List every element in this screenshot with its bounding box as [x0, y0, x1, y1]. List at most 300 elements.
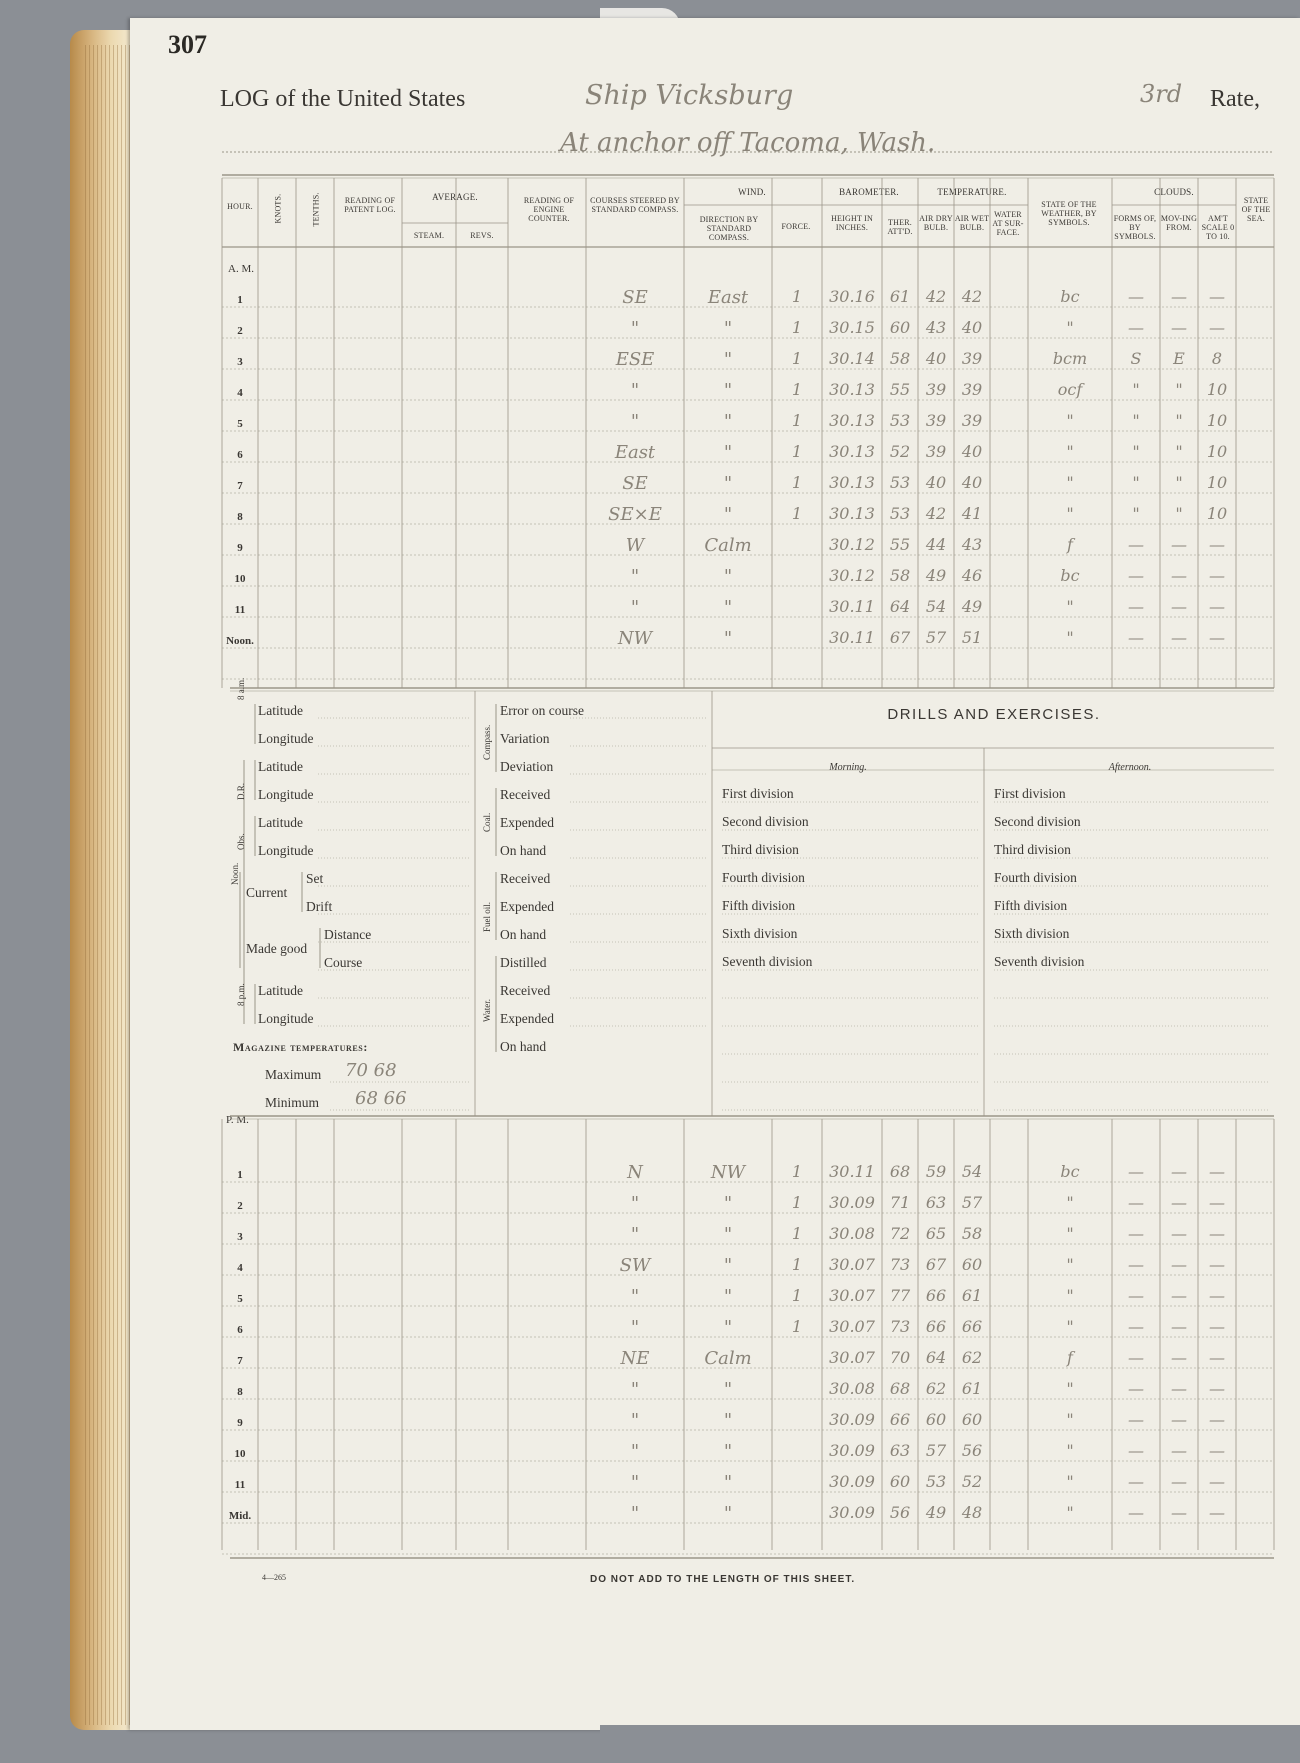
pm-weather-cell: "	[1066, 1379, 1074, 1398]
pm-course-cell: N	[627, 1162, 643, 1183]
afternoon-division-3: Third division	[994, 842, 1071, 857]
made-good-label: Made good	[246, 941, 308, 956]
pm-hour-cell: 1	[237, 1169, 243, 1181]
am-height-cell: 30.12	[829, 566, 875, 585]
pm-wind-cell: "	[723, 1286, 733, 1307]
am-wet-cell: 42	[961, 287, 983, 306]
am-amount-cell: 10	[1206, 380, 1228, 399]
am-ther-cell: 64	[889, 597, 911, 616]
am-hour-cell: 2	[237, 325, 243, 337]
am-dry-cell: 44	[925, 535, 947, 554]
morning-division-1: First division	[722, 786, 794, 801]
magazine-title: Magazine temperatures:	[233, 1040, 368, 1054]
dr-label: D.R.	[236, 782, 246, 800]
pm-amount-cell: —	[1209, 1441, 1225, 1460]
noon-label: Noon.	[230, 862, 240, 885]
pm-ther-cell: 68	[889, 1162, 911, 1181]
header-revs: REVS.	[470, 231, 494, 240]
pm-force-cell: 1	[791, 1193, 803, 1212]
pm-weather-cell: "	[1066, 1255, 1074, 1274]
am-dry-cell: 39	[925, 380, 947, 399]
am-wind-cell: "	[723, 380, 733, 401]
pm-wind-cell: "	[723, 1379, 733, 1400]
am-height-cell: 30.13	[829, 411, 875, 430]
am-ther-cell: 55	[889, 380, 911, 399]
pm-ther-cell: 60	[889, 1472, 911, 1491]
am-label: A. M.	[228, 263, 254, 275]
am-course-cell: "	[630, 318, 640, 339]
am-moving-cell: —	[1171, 318, 1187, 337]
vessel-name: Ship Vicksburg	[585, 80, 794, 111]
pm-moving-cell: —	[1171, 1317, 1187, 1336]
pm-course-cell: "	[630, 1317, 640, 1338]
am-ther-cell: 55	[889, 535, 911, 554]
pm-ther-cell: 68	[889, 1379, 911, 1398]
afternoon-division-1: First division	[994, 786, 1066, 801]
pm-hour-cell: 4	[237, 1262, 243, 1274]
pm-dry-cell: 67	[925, 1255, 947, 1274]
morning-division-2: Second division	[722, 814, 809, 829]
pm-wet-cell: 48	[961, 1503, 983, 1522]
am-moving-cell: —	[1171, 628, 1187, 647]
drills-morning-label: Morning.	[829, 762, 867, 773]
pm-course-cell: "	[630, 1410, 640, 1431]
am-wet-cell: 39	[961, 380, 983, 399]
header-amount: AM'T SCALE 0 TO 10.	[1201, 214, 1235, 241]
am-ther-cell: 67	[889, 628, 911, 647]
am-longitude-label: Longitude	[258, 731, 314, 746]
obs-longitude-label: Longitude	[258, 843, 314, 858]
am-dry-cell: 42	[925, 504, 947, 523]
am-course-cell: SE	[622, 473, 648, 494]
pm-hour-cell: 10	[234, 1448, 246, 1460]
dr-latitude-label: Latitude	[258, 759, 303, 774]
water-distilled-label: Distilled	[500, 955, 547, 970]
am-wind-cell: "	[723, 411, 733, 432]
am-weather-cell: "	[1066, 411, 1074, 430]
pm-hour-cell: 5	[237, 1293, 243, 1305]
am-dry-cell: 39	[925, 411, 947, 430]
pm-wind-cell: "	[723, 1193, 733, 1214]
am-wet-cell: 46	[961, 566, 983, 585]
header-hour: HOUR.	[227, 202, 253, 211]
pm-forms-cell: —	[1128, 1162, 1144, 1181]
pm-hour-cell: 8	[237, 1386, 243, 1398]
pm-course-cell: "	[630, 1193, 640, 1214]
pm-wind-cell: "	[723, 1410, 733, 1431]
am-course-cell: NW	[617, 628, 653, 649]
am-forms-cell: —	[1128, 628, 1144, 647]
pm-amount-cell: —	[1209, 1162, 1225, 1181]
pm-wet-cell: 52	[961, 1472, 983, 1491]
am-weather-cell: ocf	[1057, 380, 1083, 399]
am-amount-cell: —	[1209, 535, 1225, 554]
pm-dry-cell: 65	[925, 1224, 947, 1243]
am-dry-cell: 42	[925, 287, 947, 306]
am-moving-cell: —	[1171, 566, 1187, 585]
am-forms-cell: "	[1132, 411, 1140, 430]
am-ther-cell: 60	[889, 318, 911, 337]
pm-dry-cell: 60	[925, 1410, 947, 1429]
am-moving-cell: —	[1171, 597, 1187, 616]
am-forms-cell: "	[1132, 442, 1140, 461]
morning-division-5: Fifth division	[722, 898, 796, 913]
am-side-label: 8 a.m.	[236, 677, 246, 700]
pm-wet-cell: 66	[961, 1317, 983, 1336]
am-weather-cell: bc	[1060, 566, 1080, 585]
pm-wind-cell: "	[723, 1441, 733, 1462]
pm-ther-cell: 73	[889, 1317, 911, 1336]
header-force: FORCE.	[781, 222, 811, 231]
am-dry-cell: 40	[925, 349, 947, 368]
am-hour-cell: Noon.	[226, 635, 254, 647]
pm-weather-cell: "	[1066, 1472, 1074, 1491]
am-height-cell: 30.14	[829, 349, 875, 368]
pm-amount-cell: —	[1209, 1379, 1225, 1398]
header-clouds: CLOUDS.	[1154, 187, 1194, 197]
header-knots: KNOTS.	[273, 193, 283, 224]
am-dry-cell: 43	[925, 318, 947, 337]
am-amount-cell: 8	[1211, 349, 1223, 368]
am-force-cell: 1	[791, 442, 803, 461]
am-weather-cell: bcm	[1052, 349, 1088, 368]
am-wet-cell: 49	[961, 597, 983, 616]
magazine-min-value: 68 66	[355, 1088, 407, 1109]
pm-dry-cell: 59	[925, 1162, 947, 1181]
pm-course-cell: "	[630, 1379, 640, 1400]
pm-amount-cell: —	[1209, 1472, 1225, 1491]
fuel-expended-label: Expended	[500, 899, 554, 914]
pm-dry-cell: 64	[925, 1348, 947, 1367]
pm-weather-cell: "	[1066, 1317, 1074, 1336]
pm-dry-cell: 62	[925, 1379, 947, 1398]
pm-moving-cell: —	[1171, 1379, 1187, 1398]
am-forms-cell: "	[1132, 504, 1140, 523]
pm-course-cell: "	[630, 1441, 640, 1462]
pm-height-cell: 30.09	[829, 1503, 875, 1522]
water-label: Water.	[482, 998, 492, 1022]
pm-height-cell: 30.07	[829, 1255, 875, 1274]
error-on-course-label: Error on course	[500, 703, 584, 718]
am-forms-cell: "	[1132, 473, 1140, 492]
fuel-on-hand-label: On hand	[500, 927, 547, 942]
am-weather-cell: bc	[1060, 287, 1080, 306]
current-label: Current	[246, 885, 288, 900]
am-ther-cell: 53	[889, 473, 911, 492]
pm-wet-cell: 56	[961, 1441, 983, 1460]
header-weather: STATE OF THE WEATHER, BY SYMBOLS.	[1041, 200, 1097, 227]
header-courses: COURSES STEERED BY STANDARD COMPASS.	[590, 196, 680, 214]
pm-forms-cell: —	[1128, 1193, 1144, 1212]
am-hour-cell: 8	[237, 511, 243, 523]
pm-course-cell: "	[630, 1224, 640, 1245]
pm-course-cell: NE	[620, 1348, 650, 1369]
pm-amount-cell: —	[1209, 1286, 1225, 1305]
am-latitude-label: Latitude	[258, 703, 303, 718]
pm-dry-cell: 57	[925, 1441, 947, 1460]
pm-hour-cell: 2	[237, 1200, 243, 1212]
am-force-cell: 1	[791, 504, 803, 523]
pm-wet-cell: 60	[961, 1255, 983, 1274]
am-wind-cell: "	[723, 597, 733, 618]
am-hour-cell: 6	[237, 449, 243, 461]
log-title-prefix: LOG of the United States	[220, 86, 466, 112]
header-wind: WIND.	[738, 187, 766, 197]
header-tenths: TENTHS.	[311, 192, 321, 227]
pm-weather-cell: f	[1067, 1348, 1073, 1367]
pm-forms-cell: —	[1128, 1472, 1144, 1491]
am-hour-cell: 10	[234, 573, 246, 585]
am-amount-cell: —	[1209, 597, 1225, 616]
header-barometer: BAROMETER.	[839, 187, 899, 197]
deviation-label: Deviation	[500, 759, 554, 774]
am-wet-cell: 51	[961, 628, 983, 647]
pm-wet-cell: 58	[961, 1224, 983, 1243]
pm-forms-cell: —	[1128, 1224, 1144, 1243]
am-height-cell: 30.13	[829, 504, 875, 523]
header-air-wet: AIR WET BULB.	[954, 214, 990, 232]
am-course-cell: "	[630, 380, 640, 401]
am-ther-cell: 61	[889, 287, 911, 306]
obs-latitude-label: Latitude	[258, 815, 303, 830]
am-height-cell: 30.12	[829, 535, 875, 554]
pm-course-cell: SW	[619, 1255, 651, 1276]
am-wind-cell: "	[723, 504, 733, 525]
am-hour-cell: 7	[237, 480, 243, 492]
am-force-cell: 1	[791, 349, 803, 368]
pm-course-cell: "	[630, 1472, 640, 1493]
fuel-received-label: Received	[500, 871, 551, 886]
am-dry-cell: 40	[925, 473, 947, 492]
magazine-max-value: 70 68	[345, 1060, 397, 1081]
am-forms-cell: —	[1128, 566, 1144, 585]
pm-amount-cell: —	[1209, 1410, 1225, 1429]
am-ther-cell: 58	[889, 566, 911, 585]
am-amount-cell: —	[1209, 628, 1225, 647]
am-forms-cell: S	[1130, 349, 1142, 368]
am-weather-cell: "	[1066, 318, 1074, 337]
pm-moving-cell: —	[1171, 1410, 1187, 1429]
pm-amount-cell: —	[1209, 1193, 1225, 1212]
pm-force-cell: 1	[791, 1286, 803, 1305]
pm-wet-cell: 62	[961, 1348, 983, 1367]
header-air-dry: AIR DRY BULB.	[919, 214, 953, 232]
pm-ther-cell: 63	[889, 1441, 911, 1460]
pm-wet-cell: 54	[961, 1162, 983, 1181]
pm-height-cell: 30.08	[829, 1379, 875, 1398]
pm-weather-cell: "	[1066, 1224, 1074, 1243]
am-moving-cell: "	[1175, 411, 1183, 430]
water-expended-label: Expended	[500, 1011, 554, 1026]
am-hour-cell: 5	[237, 418, 243, 430]
am-amount-cell: 10	[1206, 473, 1228, 492]
am-weather-cell: "	[1066, 442, 1074, 461]
am-course-cell: SE×E	[608, 504, 662, 525]
afternoon-division-7: Seventh division	[994, 954, 1085, 969]
pm-height-cell: 30.08	[829, 1224, 875, 1243]
am-moving-cell: "	[1175, 504, 1183, 523]
am-wet-cell: 40	[961, 442, 983, 461]
magazine-max-label: Maximum	[265, 1067, 322, 1082]
pm-forms-cell: —	[1128, 1441, 1144, 1460]
am-height-cell: 30.13	[829, 473, 875, 492]
am-wet-cell: 40	[961, 473, 983, 492]
pm-moving-cell: —	[1171, 1286, 1187, 1305]
current-drift-label: Drift	[306, 899, 333, 914]
pm-forms-cell: —	[1128, 1410, 1144, 1429]
header-forms: FORMS OF, BY SYMBOLS.	[1113, 214, 1157, 241]
pm-forms-cell: —	[1128, 1503, 1144, 1522]
pm-weather-cell: "	[1066, 1410, 1074, 1429]
am-amount-cell: 10	[1206, 504, 1228, 523]
am-course-cell: ESE	[615, 349, 655, 370]
current-set-label: Set	[306, 871, 324, 886]
pm-weather-cell: "	[1066, 1503, 1074, 1522]
pm-moving-cell: —	[1171, 1162, 1187, 1181]
pm-wind-cell: "	[723, 1317, 733, 1338]
header-moving: MOV-ING FROM.	[1160, 214, 1198, 232]
pm-weather-cell: "	[1066, 1193, 1074, 1212]
am-wind-cell: "	[723, 318, 733, 339]
am-hour-cell: 1	[237, 294, 243, 306]
am-force-cell: 1	[791, 380, 803, 399]
header-water: WATER AT SUR-FACE.	[992, 210, 1024, 237]
coal-on-hand-label: On hand	[500, 843, 547, 858]
coal-received-label: Received	[500, 787, 551, 802]
pm-ther-cell: 56	[889, 1503, 911, 1522]
pm-side-label: 8 p.m.	[236, 983, 246, 1006]
pm-height-cell: 30.09	[829, 1441, 875, 1460]
pm-weather-cell: "	[1066, 1286, 1074, 1305]
am-moving-cell: "	[1175, 442, 1183, 461]
am-forms-cell: "	[1132, 380, 1140, 399]
am-weather-cell: "	[1066, 597, 1074, 616]
pm-dry-cell: 66	[925, 1286, 947, 1305]
afternoon-division-6: Sixth division	[994, 926, 1070, 941]
header-ther: THER. ATT'D.	[887, 218, 913, 236]
am-hour-cell: 11	[234, 604, 246, 616]
pm-dry-cell: 53	[925, 1472, 947, 1491]
am-amount-cell: —	[1209, 566, 1225, 585]
pm-forms-cell: —	[1128, 1348, 1144, 1367]
am-wind-cell: "	[723, 442, 733, 463]
am-hour-cell: 9	[237, 542, 243, 554]
pm-amount-cell: —	[1209, 1348, 1225, 1367]
pm-hour-cell: 9	[237, 1417, 243, 1429]
am-weather-cell: "	[1066, 628, 1074, 647]
am-weather-cell: "	[1066, 504, 1074, 523]
am-ther-cell: 52	[889, 442, 911, 461]
pm-forms-cell: —	[1128, 1317, 1144, 1336]
pm-wet-cell: 57	[961, 1193, 983, 1212]
drills-title: DRILLS AND EXERCISES.	[887, 706, 1101, 723]
am-course-cell: SE	[622, 287, 648, 308]
pm-longitude-label: Longitude	[258, 1011, 314, 1026]
magazine-min-label: Minimum	[265, 1095, 320, 1110]
pm-hour-cell: 11	[234, 1479, 246, 1491]
pm-ther-cell: 71	[889, 1193, 911, 1212]
pm-forms-cell: —	[1128, 1379, 1144, 1398]
am-course-cell: "	[630, 411, 640, 432]
dr-longitude-label: Longitude	[258, 787, 314, 802]
pm-wind-cell: Calm	[704, 1348, 752, 1369]
pm-weather-cell: bc	[1060, 1162, 1080, 1181]
pm-label: P. M.	[226, 1114, 249, 1126]
header-engine-counter: READING OF ENGINE COUNTER.	[523, 196, 575, 223]
pm-dry-cell: 63	[925, 1193, 947, 1212]
compass-label: Compass.	[482, 724, 492, 760]
pm-moving-cell: —	[1171, 1348, 1187, 1367]
pm-height-cell: 30.07	[829, 1317, 875, 1336]
made-good-course-label: Course	[324, 955, 363, 970]
am-height-cell: 30.13	[829, 380, 875, 399]
am-ther-cell: 58	[889, 349, 911, 368]
pm-moving-cell: —	[1171, 1441, 1187, 1460]
pm-force-cell: 1	[791, 1317, 803, 1336]
am-ther-cell: 53	[889, 504, 911, 523]
am-hour-cell: 4	[237, 387, 243, 399]
am-dry-cell: 54	[925, 597, 947, 616]
pm-amount-cell: —	[1209, 1224, 1225, 1243]
pm-hour-cell: 7	[237, 1355, 243, 1367]
am-wind-cell: "	[723, 566, 733, 587]
am-force-cell: 1	[791, 287, 803, 306]
pm-wind-cell: NW	[710, 1162, 746, 1183]
am-weather-cell: f	[1067, 535, 1073, 554]
header-height: HEIGHT IN INCHES.	[831, 214, 873, 232]
pm-course-cell: "	[630, 1503, 640, 1524]
morning-division-7: Seventh division	[722, 954, 813, 969]
backdrop-strip	[600, 1725, 1300, 1763]
made-good-distance-label: Distance	[324, 927, 372, 942]
pm-dry-cell: 66	[925, 1317, 947, 1336]
am-forms-cell: —	[1128, 535, 1144, 554]
water-on-hand-label: On hand	[500, 1039, 547, 1054]
am-moving-cell: "	[1175, 380, 1183, 399]
drills-afternoon-label: Afternoon.	[1108, 762, 1152, 773]
am-height-cell: 30.15	[829, 318, 875, 337]
am-force-cell: 1	[791, 411, 803, 430]
am-wind-cell: "	[723, 473, 733, 494]
pm-wind-cell: "	[723, 1503, 733, 1524]
rate-label: Rate,	[1210, 86, 1260, 112]
pm-ther-cell: 73	[889, 1255, 911, 1274]
am-amount-cell: —	[1209, 318, 1225, 337]
pm-force-cell: 1	[791, 1255, 803, 1274]
ship-rate: 3rd	[1140, 80, 1183, 108]
am-wet-cell: 41	[961, 504, 983, 523]
pm-hour-cell: Mid.	[228, 1510, 252, 1522]
location-entry: At anchor off Tacoma, Wash.	[560, 128, 936, 158]
am-height-cell: 30.11	[829, 628, 875, 647]
am-wind-cell: East	[707, 287, 749, 308]
am-wet-cell: 40	[961, 318, 983, 337]
am-amount-cell: 10	[1206, 442, 1228, 461]
morning-division-6: Sixth division	[722, 926, 798, 941]
pm-dry-cell: 49	[925, 1503, 947, 1522]
pm-height-cell: 30.11	[829, 1162, 875, 1181]
header-average: AVERAGE.	[432, 192, 478, 202]
am-weather-cell: "	[1066, 473, 1074, 492]
am-height-cell: 30.13	[829, 442, 875, 461]
header-wind-direction: DIRECTION BY STANDARD COMPASS.	[699, 215, 759, 242]
header-patent-log: READING OF PATENT LOG.	[344, 196, 396, 214]
am-forms-cell: —	[1128, 597, 1144, 616]
pm-height-cell: 30.07	[829, 1348, 875, 1367]
pm-moving-cell: —	[1171, 1472, 1187, 1491]
pm-ther-cell: 70	[889, 1348, 911, 1367]
pm-wet-cell: 61	[961, 1286, 983, 1305]
